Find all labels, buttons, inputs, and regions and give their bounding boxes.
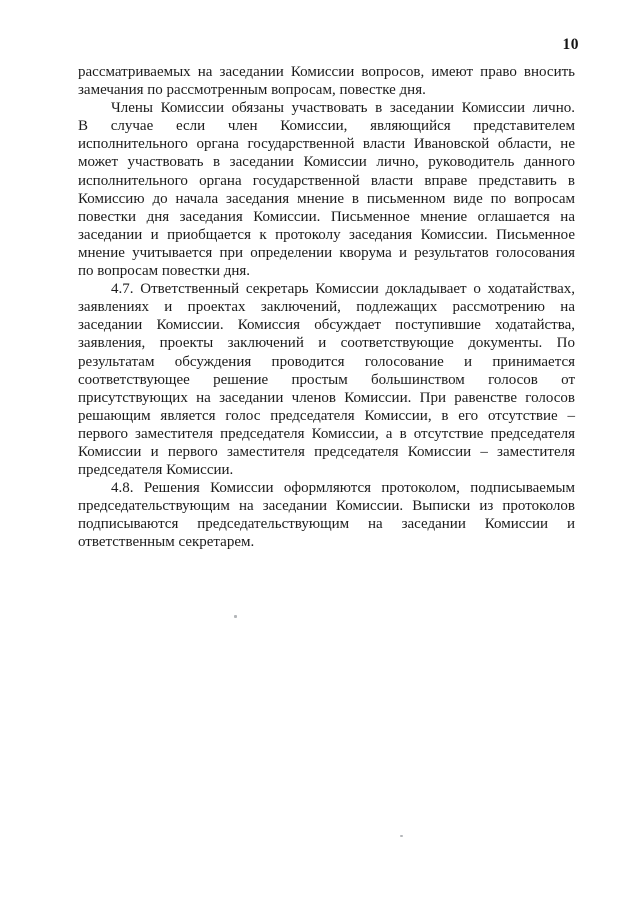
text-line: заявлениях и проектах заключений, подлежащих рассмотрению на: [78, 299, 575, 316]
text-line: заседании и приобщается к протоколу заседания Комиссии. Письменное: [78, 226, 575, 243]
scan-speck: [234, 615, 237, 618]
document-body: [78, 63, 575, 552]
text-line: Комиссию до начала заседания мнение в письменном виде по вопросам: [78, 190, 575, 207]
text-line: 4.7. Ответственный секретарь Комиссии докладывает о ходатайствах,: [111, 281, 575, 298]
text-line: исполнительного органа государственной власти Ивановской области, не: [78, 136, 575, 153]
text-line: соответствующее решение простым большинством голосов от: [78, 371, 575, 388]
text-line: заседании Комиссии. Комиссия обсуждает поступившие ходатайства,: [78, 317, 575, 334]
text-line: Комиссии и первого заместителя председателя Комиссии – заместителя: [78, 443, 575, 460]
text-line: председателя Комиссии.: [78, 462, 234, 479]
text-line: мнение учитывается при определении кворума и результатов голосования: [78, 244, 575, 261]
text-line: по вопросам повестки дня.: [78, 263, 251, 280]
text-line: В случае если член Комиссии, являющийся представителем: [78, 118, 575, 135]
text-line: Члены Комиссии обязаны участвовать в заседании Комиссии лично.: [111, 100, 575, 117]
text-line: присутствующих на заседании членов Комиссии. При равенстве голосов: [78, 389, 575, 406]
text-line: рассматриваемых на заседании Комиссии вопросов, имеют право вносить: [78, 64, 575, 80]
text-line: 4.8. Решения Комиссии оформляются протоколом, подписываемым: [111, 480, 575, 497]
text-line: результатам обсуждения проводится голосование и принимается: [78, 353, 575, 370]
text-line: подписываются председательствующим на заседании Комиссии и: [78, 516, 575, 533]
scan-speck: [400, 835, 403, 837]
text-line: решающим является голос председателя Комиссии, в его отсутствие –: [78, 407, 575, 424]
text-line: повестки дня заседания Комиссии. Письменное мнение оглашается на: [78, 208, 575, 225]
page-number: 10: [562, 36, 579, 53]
text-line: ответственным секретарем.: [78, 534, 255, 551]
text-line: замечания по рассмотренным вопросам, повестке дня.: [78, 82, 426, 99]
text-line: исполнительного органа государственной власти вправе представить в: [78, 172, 575, 189]
text-line: может участвовать в заседании Комиссии лично, руководитель данного: [78, 154, 575, 171]
text-line: председательствующим на заседании Комиссии. Выписки из протоколов: [78, 498, 575, 515]
text-line: первого заместителя председателя Комиссии, а в отсутствие председателя: [78, 425, 575, 442]
text-line: заявления, проекты заключений и соответствующие документы. По: [78, 335, 575, 352]
